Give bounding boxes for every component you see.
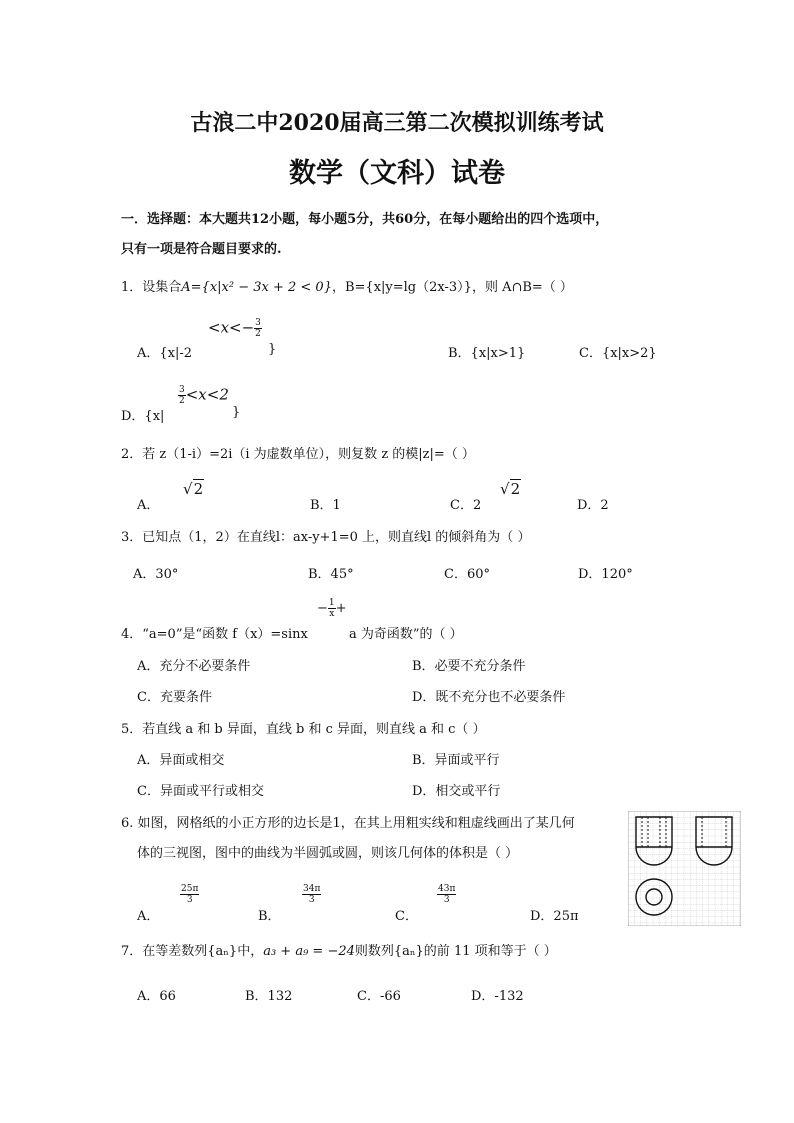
question-2-stem: 2．若 z（1-i）=2i（i 为虚数单位），则复数 z 的模|z|=（ ） <box>121 447 475 462</box>
q3-option-b: B．45° <box>308 567 354 582</box>
q5-option-d: D．相交或平行 <box>412 784 501 799</box>
q4-option-a: A．充分不必要条件 <box>137 659 251 674</box>
q2-option-c-sqrt: √2 <box>500 480 521 498</box>
q1-option-a-close: } <box>268 342 277 357</box>
question-5-stem: 5．若直线 a 和 b 异面，直线 b 和 c 异面，则直线 a 和 c（ ） <box>121 722 486 737</box>
q4-option-b: B．必要不充分条件 <box>412 659 526 674</box>
q6-option-c-den: 3 <box>443 895 450 905</box>
q7-option-d: D．-132 <box>471 989 524 1004</box>
q1-option-a-num: 3 <box>255 318 261 328</box>
question-3-stem: 3．已知点（1，2）在直线l：ax-y+1=0 上，则直线l 的倾斜角为（ ） <box>121 530 531 545</box>
q1-set-a: A={x|x² − 3x + 2 < 0} <box>181 280 332 295</box>
q1-option-b: B．{x|x>1} <box>448 346 526 361</box>
exam-title: 古浪二中2020届高三第二次模拟训练考试 <box>190 110 604 136</box>
section-instruction-line1: 一．选择题：本大题共12小题，每小题5分，共60分，在每小题给出的四个选项中， <box>121 212 609 227</box>
question-6-line1: 6. 如图，网格纸的小正方形的边长是1，在其上用粗实线和粗虚线画出了某几何 <box>121 816 575 831</box>
q1-option-a-den: 2 <box>255 329 261 339</box>
q6-option-c: C． <box>395 909 418 924</box>
question-1-stem <box>121 276 573 295</box>
q5-option-b: B．异面或平行 <box>412 753 500 768</box>
q6-option-b-frac <box>302 884 321 905</box>
q7-stem-prefix: 7．在等差数列{aₙ}中， <box>121 944 264 959</box>
q1-option-d-num: 3 <box>179 385 185 395</box>
q6-option-b-den: 3 <box>308 895 315 905</box>
q1-option-a-ineq: <x<− <box>208 318 255 337</box>
q2-option-a-radicand: 2 <box>193 480 204 498</box>
q5-option-a: A．异面或相交 <box>137 753 225 768</box>
exam-subtitle: 数学（文科）试卷 <box>289 158 505 189</box>
q4-exponent-sign: − <box>317 601 328 616</box>
q6-option-b: B． <box>258 909 281 924</box>
q2-option-d: D．2 <box>577 498 609 513</box>
q6-option-b-fraction <box>302 884 321 905</box>
q7-option-b: B．132 <box>245 989 293 1004</box>
q4-option-c: C．充要条件 <box>137 690 212 705</box>
question-4-stem-suffix: a 为奇函数”的（ ） <box>349 627 463 642</box>
q6-option-b-num: 34π <box>303 884 321 894</box>
q3-option-a: A．30° <box>133 567 179 582</box>
q6-option-a: A． <box>137 909 160 924</box>
q1-option-d-prefix: D．{x| <box>121 409 165 424</box>
q7-equation: a₃ + a₉ = −24 <box>263 944 355 959</box>
question-4-stem-prefix: 4．“a=0”是“函数 f（x）=sinx <box>121 627 308 642</box>
q4-option-d: D．既不充分也不必要条件 <box>412 690 566 705</box>
q5-option-c: C．异面或平行或相交 <box>137 784 264 799</box>
q6-option-c-num: 43π <box>438 884 456 894</box>
q4-exponent-plus: + <box>335 601 347 616</box>
q1-option-c: C．{x|x>2} <box>579 346 657 361</box>
q1-stem-prefix: 1．设集合 <box>121 280 182 295</box>
q1-option-a-prefix: A．{x|-2 <box>137 346 193 361</box>
q3-option-d: D．120° <box>578 567 633 582</box>
q6-option-c-fraction <box>437 884 456 905</box>
q1-set-b: ，B={x|y=lg（2x-3）}，则 A∩B=（ ） <box>331 280 573 295</box>
q1-option-a <box>137 342 192 361</box>
q3-option-c: C．60° <box>444 567 490 582</box>
section-instruction-line2: 只有一项是符合题目要求的. <box>121 242 282 257</box>
q1-option-d-close: } <box>232 405 241 420</box>
q7-option-c: C．-66 <box>357 989 401 1004</box>
q2-option-c-radicand: 2 <box>510 480 521 498</box>
q2-option-c: C．2 <box>450 498 482 513</box>
q1-option-a-fraction <box>254 318 262 339</box>
question-6-line2: 体的三视图，图中的曲线为半圆弧或圆，则该几何体的体积是（ ） <box>137 846 519 861</box>
q2-option-b: B．1 <box>310 498 341 513</box>
q1-option-a-inequality <box>208 318 262 339</box>
q1-option-d-den: 2 <box>179 396 185 406</box>
q6-option-a-frac <box>180 884 199 905</box>
q7-option-a: A．66 <box>137 989 176 1004</box>
q4-exponent-num: 1 <box>328 598 335 608</box>
q4-exponent <box>317 598 347 619</box>
q6-option-c-frac <box>437 884 456 905</box>
q2-option-a-sqrt: √2 <box>183 480 204 498</box>
q7-stem-suffix: 则数列{aₙ}的前 11 项和等于（ ） <box>354 944 557 959</box>
q1-option-d-inequality <box>178 385 229 406</box>
q6-option-d: D．25π <box>530 909 579 924</box>
question-7-stem <box>121 940 557 959</box>
q1-option-d-fraction <box>178 385 186 406</box>
three-view-figure <box>628 811 741 926</box>
q6-option-a-fraction <box>180 884 199 905</box>
q2-option-a: A． <box>137 498 160 513</box>
q6-option-a-den: 3 <box>186 895 193 905</box>
q6-option-a-num: 25π <box>181 884 199 894</box>
q4-exponent-den: x <box>329 609 335 619</box>
q1-option-d-ineq: <x<2 <box>185 385 229 404</box>
grid-paper <box>628 811 741 926</box>
q4-exponent-fraction <box>328 598 336 619</box>
q1-option-d <box>121 405 164 424</box>
